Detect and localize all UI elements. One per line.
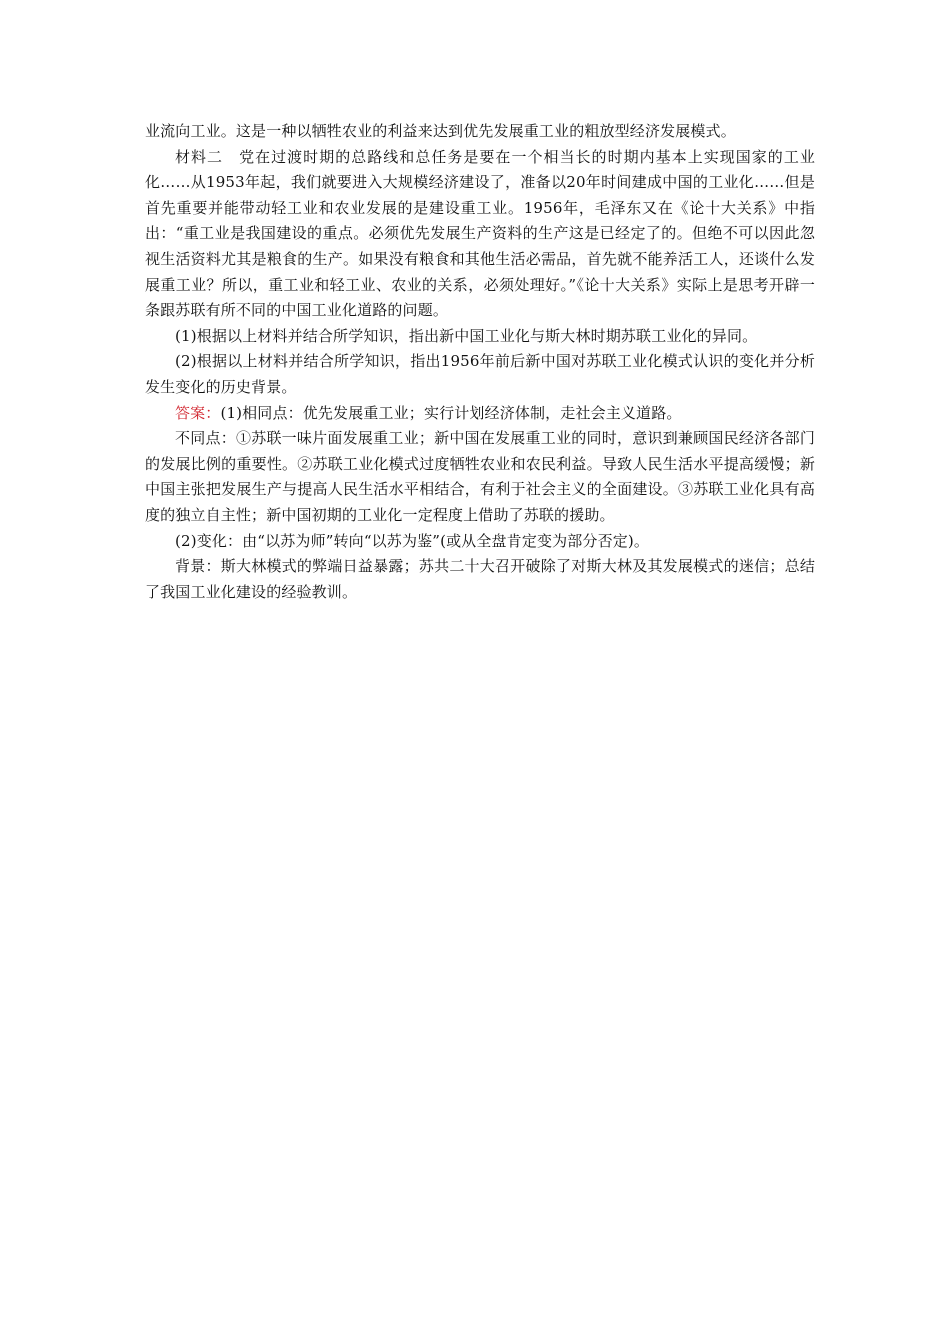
- material-one-ending: 业流向工业。这是一种以牺牲农业的利益来达到优先发展重工业的粗放型经济发展模式。: [145, 122, 736, 140]
- document-page: [145, 119, 815, 605]
- answer-part-two-change: (2)变化：由“以苏为师”转向“以苏为鉴”(或从全盘肯定变为部分否定)。: [175, 531, 650, 550]
- answer-part-one-similarities: (1)相同点：优先发展重工业；实行计划经济体制，走社会主义道路。: [220, 403, 682, 422]
- answer-differences: 不同点：①苏联一味片面发展重工业；新中国在发展重工业的同时，意识到兼顾国民经济各部门的发展比例的重要性。②苏联工业化模式过度牺牲农业和农民利益。导致人民生活水平提高缓慢；新中国主张把发展生产与提高人民生活水平相结合，有利于社会主义的全面建设。③苏联工业化具有高度的独立自主性；新中国初期的工业化一定程度上借助了苏联的援助。: [145, 429, 815, 524]
- material-two-paragraph: 材料二 党在过渡时期的总路线和总任务是要在一个相当长的时期内基本上实现国家的工业化……从1953年起，我们就要进入大规模经济建设了，准备以20年时间建成中国的工业化……但是首先重要并能带动轻工业和农业发展的是建设重工业。1956年，毛泽东又在《论十大关系》中指出：“重工业是我国建设的重点。必须优先发展生产资料的生产这是已经定了的。但绝不可以因此忽视生活资料尤其是粮食的生产。如果没有粮食和其他生活必需品，首先就不能养活工人，还谈什么发展重工业？所以，重工业和轻工业、农业的关系，必须处理好。”《论十大关系》实际上是思考开辟一条跟苏联有所不同的中国工业化道路的问题。: [145, 147, 815, 320]
- answer-label: 答案：: [175, 403, 221, 422]
- question-two: (2)根据以上材料并结合所学知识，指出1956年前后新中国对苏联工业化模式认识的变化并分析发生变化的历史背景。: [145, 352, 815, 396]
- question-one: (1)根据以上材料并结合所学知识，指出新中国工业化与斯大林时期苏联工业化的异同。: [175, 326, 758, 345]
- answer-part-two-background: 背景：斯大林模式的弊端日益暴露；苏共二十大召开破除了对斯大林及其发展模式的迷信；总结了我国工业化建设的经验教训。: [145, 557, 815, 601]
- answer-paragraph: [145, 401, 815, 427]
